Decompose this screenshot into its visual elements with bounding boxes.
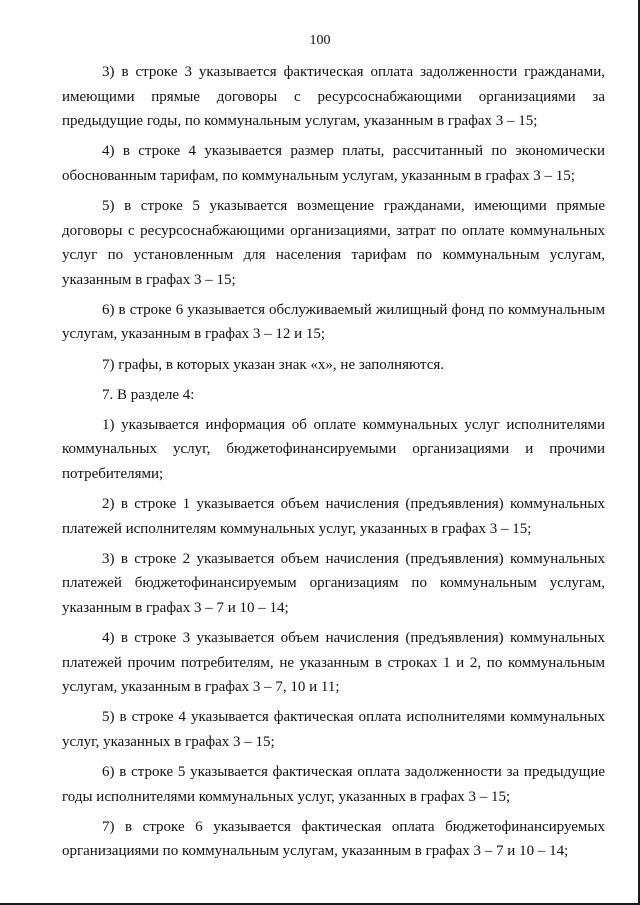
paragraph-item-3b: 3) в строке 2 указывается объем начисления (предъявления) коммунальных платежей бюджетофинансируемым организациям по коммунальным услугам, указанным в графах 3 – 7 и 10 – 14; [62, 550, 605, 616]
paragraph-item-4: 4) в строке 4 указывается размер платы, рассчитанный по экономически обоснованным тарифам, по коммунальным услугам, указанным в графах 3 – 15; [62, 143, 605, 184]
document-body [62, 60, 605, 869]
paragraph-item-3: 3) в строке 3 указывается фактическая оплата задолженности гражданами, имеющими прямые договоры с ресурсоснабжающими организациями за предыдущие годы, по коммунальным услугам, указанным в графах 3 – 15; [62, 64, 605, 130]
paragraph-item-4b: 4) в строке 3 указывается объем начисления (предъявления) коммунальных платежей прочим потребителям, не указанным в строках 1 и 2, по коммунальным услугам, указанным в графах 3 – 7, 10 и 11; [62, 629, 605, 696]
paragraph-item-6: 6) в строке 6 указывается обслуживаемый жилищный фонд по коммунальным услугам, указанным в графах 3 – 12 и 15; [62, 301, 605, 343]
paragraph-item-5b: 5) в строке 4 указывается фактическая оплата исполнителями коммунальных услуг, указанных в графах 3 – 15; [62, 709, 605, 750]
paragraph-item-7: 7) графы, в которых указан знак «х», не заполняются. [102, 356, 445, 373]
page-number: 100 [309, 33, 331, 48]
paragraph-item-5: 5) в строке 5 указывается возмещение гражданами, имеющими прямые договоры с ресурсоснабжающими организациями, затрат по оплате коммунальных услуг по установленным для населения тарифам по коммунальным услугам, указанным в графах 3 – 15; [62, 197, 605, 288]
paragraph-item-6b: 6) в строке 5 указывается фактическая оплата задолженности за предыдущие годы исполнителями коммунальных услуг, указанных в графах 3 – 15; [62, 763, 605, 805]
paragraph-item-2: 2) в строке 1 указывается объем начисления (предъявления) коммунальных платежей исполнителям коммунальных услуг, указанных в графах 3 – 15; [62, 496, 605, 537]
section-heading: 7. В разделе 4: [102, 386, 195, 403]
paragraph-item-7b: 7) в строке 6 указывается фактическая оплата бюджетофинансируемых организациями по коммунальным услугам, указанным в графах 3 – 7 и 10 – 14; [62, 818, 605, 860]
paragraph-item-1: 1) указывается информация об оплате коммунальных услуг исполнителями коммунальных услуг, бюджетофинансируемыми организациями и прочими потребителями; [62, 416, 605, 482]
